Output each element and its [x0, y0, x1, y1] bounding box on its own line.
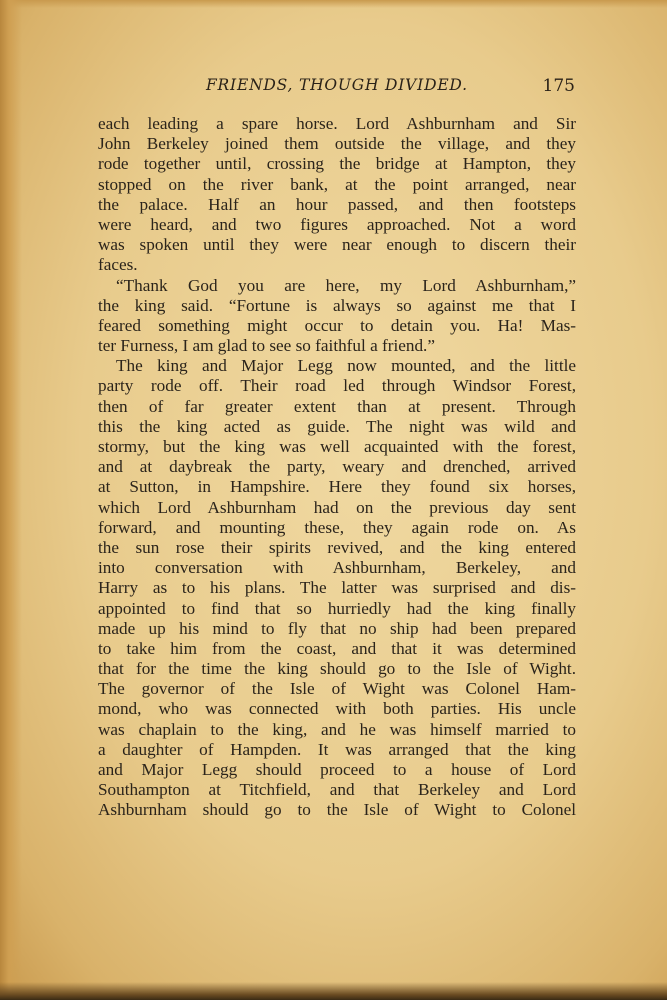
- text-line: the sun rose their spirits revived, and the king entered: [98, 537, 576, 557]
- text-line: at Sutton, in Hampshire. Here they found six horses,: [98, 477, 576, 497]
- text-line: the king said. “Fortune is always so against me that I: [98, 295, 576, 315]
- text-line: Harry as to his plans. The latter was surprised and dis-: [98, 578, 576, 598]
- body-text: [98, 114, 576, 821]
- text-line: Ashburnham should go to the Isle of Wight to Colonel: [98, 800, 576, 820]
- text-line: Southampton at Titchfield, and that Berkeley and Lord: [98, 780, 576, 800]
- page-gutter-shadow: [0, 0, 22, 1000]
- text-line: the palace. Half an hour passed, and then footsteps: [98, 194, 576, 214]
- page-number: 175: [542, 76, 575, 96]
- text-line: party rode off. Their road led through Windsor Forest,: [98, 376, 576, 396]
- text-line: rode together until, crossing the bridge at Hampton, they: [98, 154, 576, 174]
- text-line: ter Furness, I am glad to see so faithful a friend.”: [98, 336, 435, 356]
- text-line: mond, who was connected with both parties. His uncle: [98, 699, 576, 719]
- text-line: stormy, but the king was well acquainted with the forest,: [98, 437, 576, 456]
- text-line: and Major Legg should proceed to a house of Lord: [98, 760, 576, 779]
- text-line: a daughter of Hampden. It was arranged that the king: [98, 739, 576, 759]
- text-line: faces.: [98, 255, 138, 275]
- text-line: stopped on the river bank, at the point arranged, near: [98, 174, 576, 194]
- text-line: then of far greater extent than at present. Through: [98, 396, 576, 416]
- text-line: The king and Major Legg now mounted, and the little: [116, 356, 576, 376]
- text-line: feared something might occur to detain you. Ha! Mas-: [98, 315, 576, 335]
- text-line: and at daybreak the party, weary and drenched, arrived: [98, 457, 576, 477]
- text-line: into conversation with Ashburnham, Berkeley, and: [98, 558, 576, 578]
- text-line: to take him from the coast, and that it was determined: [98, 638, 576, 658]
- text-line: forward, and mounting these, they again rode on. As: [98, 517, 576, 537]
- page-top-edge: [0, 0, 667, 8]
- text-line: made up his mind to fly that no ship had been prepared: [98, 618, 576, 638]
- text-line: was spoken until they were near enough to discern their: [98, 235, 576, 255]
- text-line: John Berkeley joined them outside the village, and they: [98, 134, 576, 154]
- text-line: was chaplain to the king, and he was himself married to: [98, 719, 576, 739]
- text-line: were heard, and two figures approached. Not a word: [98, 214, 576, 234]
- running-head: FRIENDS, THOUGH DIVIDED.: [206, 76, 468, 94]
- text-line: this the king acted as guide. The night was wild and: [98, 416, 576, 436]
- page-header: [98, 76, 575, 100]
- text-line: The governor of the Isle of Wight was Colonel Ham-: [98, 679, 576, 699]
- text-line: which Lord Ashburnham had on the previous day sent: [98, 497, 576, 517]
- text-line: “Thank God you are here, my Lord Ashburnham,”: [116, 275, 576, 295]
- text-line: each leading a spare horse. Lord Ashburnham and Sir: [98, 114, 576, 133]
- page-bottom-edge: [0, 982, 667, 1000]
- text-line: appointed to find that so hurriedly had the king finally: [98, 598, 576, 618]
- text-line: that for the time the king should go to the Isle of Wight.: [98, 659, 576, 679]
